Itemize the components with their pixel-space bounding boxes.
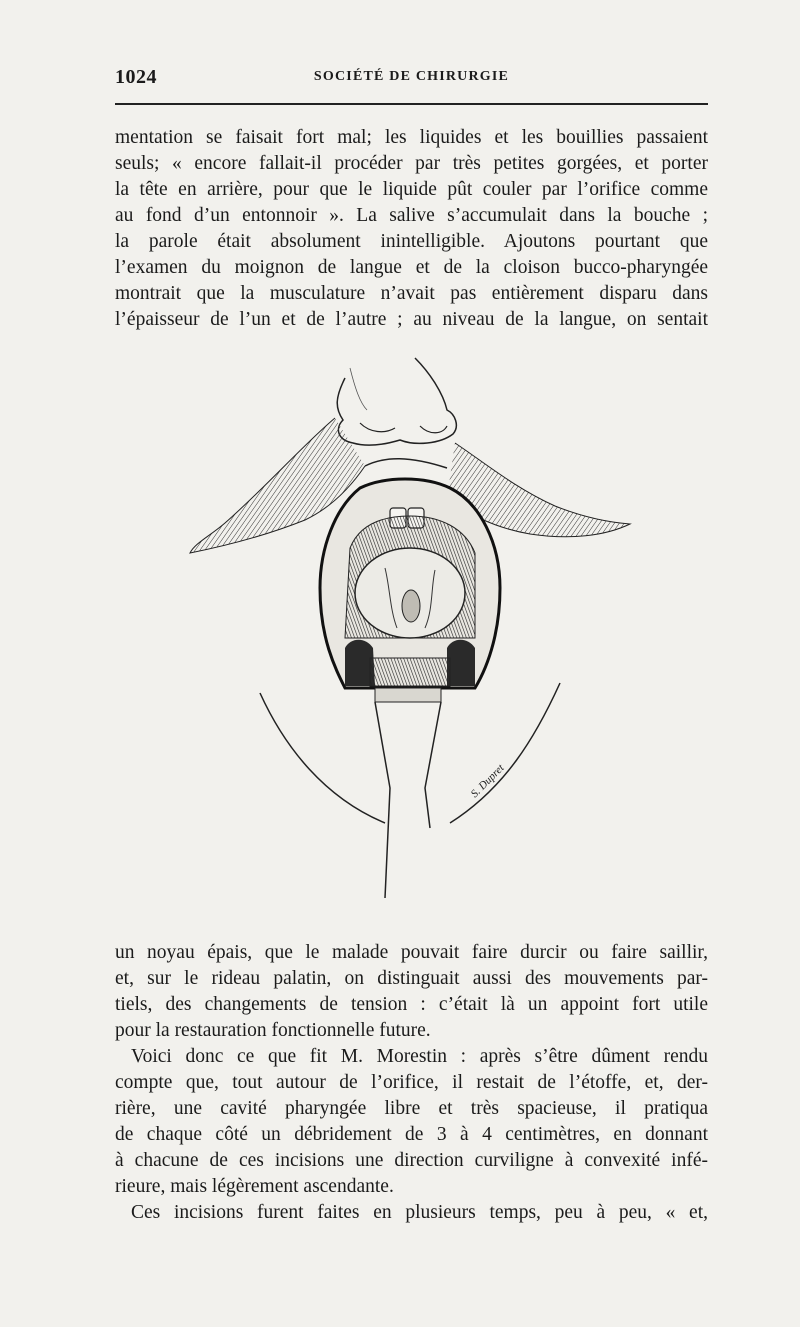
text-line: la parole était absolument inintelligible. Ajoutons pourtant que [115, 231, 708, 252]
text-line: rière, une cavité pharyngée libre et très spacieuse, il pratiqua [115, 1098, 708, 1119]
page-number: 1024 [115, 66, 157, 88]
bottom-paragraphs [115, 940, 708, 1226]
anatomical-illustration [185, 348, 635, 908]
text-line: à chacune de ces incisions une direction curviligne à convexité infé- [115, 1150, 708, 1171]
text-line: rieure, mais légèrement ascendante. [115, 1176, 394, 1197]
top-paragraph [115, 125, 708, 333]
text-line: montrait que la musculature n’avait pas entièrement disparu dans [115, 283, 708, 304]
open-mouth-engraving [185, 348, 635, 908]
header-rule [115, 103, 708, 105]
text-line: la tête en arrière, pour que le liquide pût couler par l’orifice comme [115, 179, 708, 200]
text-line: seuls; « encore fallait-il procéder par très petites gorgées, et porter [115, 153, 708, 174]
text-line: tiels, des changements de tension : c’était là un appoint fort utile [115, 994, 708, 1015]
artist-signature: S. Dupret [468, 762, 507, 801]
text-line: un noyau épais, que le malade pouvait faire durcir ou faire saillir, [115, 942, 708, 963]
text-line: mentation se faisait fort mal; les liquides et les bouillies passaient [115, 127, 708, 148]
text-line: pour la restauration fonctionnelle future. [115, 1020, 431, 1041]
text-line: l’épaisseur de l’un et de l’autre ; au niveau de la langue, on sentait [115, 309, 708, 330]
text-line: au fond d’un entonnoir ». La salive s’accumulait dans la bouche ; [115, 205, 708, 226]
text-line: l’examen du moignon de langue et de la cloison bucco-pharyngée [115, 257, 708, 278]
text-line: et, sur le rideau palatin, on distinguait aussi des mouvements par- [115, 968, 708, 989]
running-title: SOCIÉTÉ DE CHIRURGIE [313, 69, 510, 84]
text-line: compte que, tout autour de l’orifice, il restait de l’étoffe, et, der- [115, 1072, 708, 1093]
text-line: de chaque côté un débridement de 3 à 4 centimètres, en donnant [115, 1124, 708, 1145]
page-header [115, 66, 708, 90]
text-line: Voici donc ce que fit M. Morestin : après s’être dûment rendu [131, 1046, 708, 1067]
text-line: Ces incisions furent faites en plusieurs temps, peu à peu, « et, [131, 1202, 708, 1223]
